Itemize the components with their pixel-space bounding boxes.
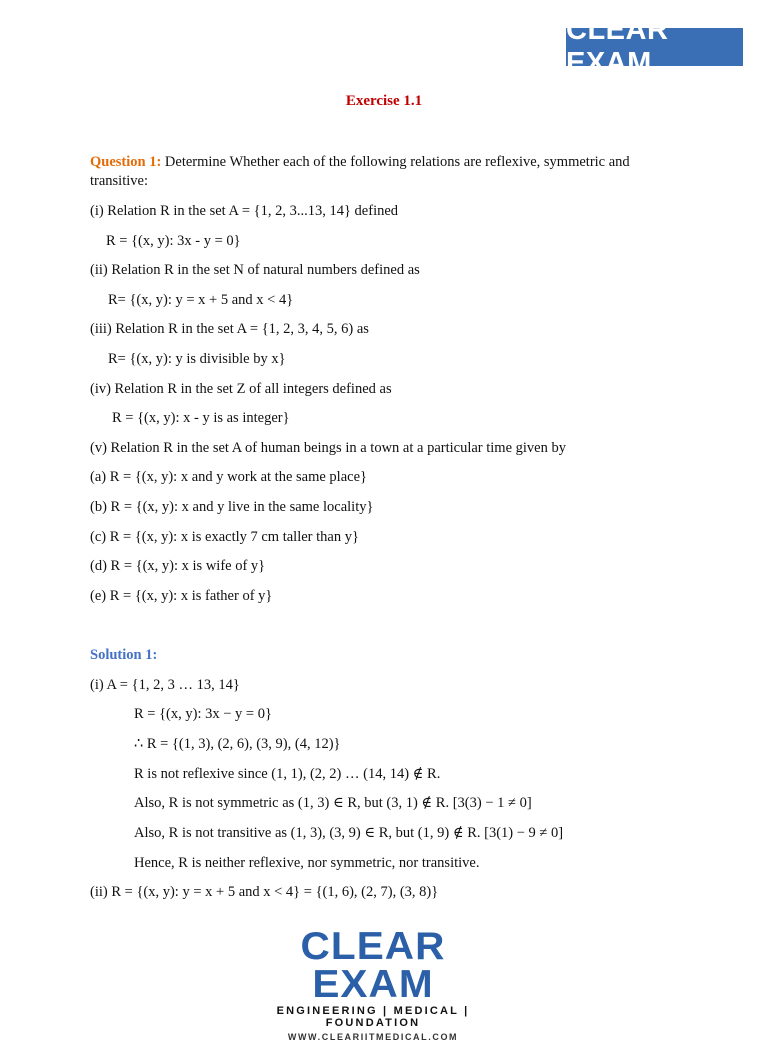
question-intro [90, 153, 630, 171]
solution-line: R is not reflexive since (1, 1), (2, 2) … (14, 14) ∉ R. [134, 766, 441, 782]
question-item: (a) R = {(x, y): x and y work at the same place} [90, 469, 367, 485]
solution-line: ∴ R = {(1, 3), (2, 6), (3, 9), (4, 12)} [134, 736, 341, 752]
question-intro-cont: transitive: [90, 173, 148, 189]
solution-line: Also, R is not symmetric as (1, 3) ∈ R, but (3, 1) ∉ R. [3(3) − 1 ≠ 0] [134, 795, 532, 811]
question-intro-text: Determine Whether each of the following relations are reflexive, symmetric and [161, 154, 630, 170]
question-label: Question 1: [90, 154, 162, 170]
exercise-title: Exercise 1.1 [345, 93, 423, 109]
footer-logo [244, 925, 502, 1042]
question-item: (iii) Relation R in the set A = {1, 2, 3, 4, 5, 6) as [90, 321, 369, 337]
question-item: R = {(x, y): 3x - y = 0} [106, 233, 241, 249]
footer-url: WWW.CLEARIITMEDICAL.COM [287, 1032, 459, 1042]
question-item: R= {(x, y): y is divisible by x} [108, 351, 286, 367]
question-item: R = {(x, y): x - y is as integer} [112, 410, 290, 426]
question-item: (v) Relation R in the set A of human beings in a town at a particular time given by [90, 440, 566, 456]
footer-tagline: ENGINEERING | MEDICAL | FOUNDATION [276, 1005, 470, 1029]
solution-line: Hence, R is neither reflexive, nor symmetric, nor transitive. [134, 855, 480, 871]
solution-line: R = {(x, y): 3x − y = 0} [134, 706, 272, 722]
question-item: (c) R = {(x, y): x is exactly 7 cm taller than y} [90, 529, 359, 545]
question-item: R= {(x, y): y = x + 5 and x < 4} [108, 292, 294, 308]
solution-line: Also, R is not transitive as (1, 3), (3, 9) ∈ R, but (1, 9) ∉ R. [3(1) − 9 ≠ 0] [134, 825, 564, 841]
question-item: (iv) Relation R in the set Z of all integers defined as [90, 381, 392, 397]
clear-exam-logo: CLEAR EXAM [566, 28, 743, 66]
question-item: (e) R = {(x, y): x is father of y} [90, 588, 273, 604]
solution-line: (ii) R = {(x, y): y = x + 5 and x < 4} = {(1, 6), (2, 7), (3, 8)} [90, 884, 439, 900]
question-item: (d) R = {(x, y): x is wife of y} [90, 558, 266, 574]
question-item: (i) Relation R in the set A = {1, 2, 3...13, 14} defined [90, 203, 399, 219]
footer-brand: CLEAR EXAM [300, 925, 446, 1006]
question-item: (ii) Relation R in the set N of natural numbers defined as [90, 262, 420, 278]
solution-line: (i) A = {1, 2, 3 … 13, 14} [90, 677, 240, 693]
solution-label: Solution 1: [90, 647, 158, 663]
question-item: (b) R = {(x, y): x and y live in the same locality} [90, 499, 374, 515]
